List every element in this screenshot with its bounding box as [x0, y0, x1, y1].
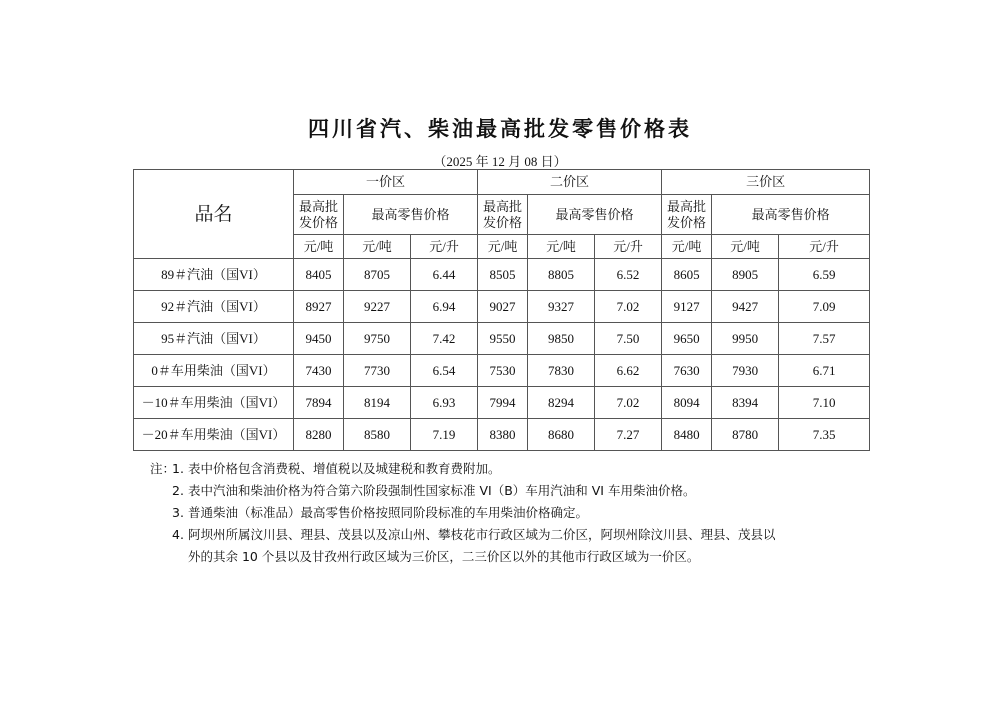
zone-1-retail-label: 最高零售价格 [344, 195, 478, 235]
price-cell: 9227 [344, 291, 411, 323]
price-cell: 7994 [478, 387, 528, 419]
unit-cell: 元/吨 [294, 235, 344, 259]
price-cell: 7430 [294, 355, 344, 387]
note-number [172, 546, 188, 568]
zone-header-row [134, 170, 870, 195]
price-cell: 8480 [662, 419, 712, 451]
price-cell: 7894 [294, 387, 344, 419]
price-cell: 6.62 [595, 355, 662, 387]
price-cell: 7830 [528, 355, 595, 387]
unit-cell: 元/吨 [712, 235, 779, 259]
note-prefix: 注： [150, 461, 176, 476]
date-line: （2025 年 12 月 08 日） [433, 154, 567, 169]
price-cell: 8927 [294, 291, 344, 323]
price-cell: 7530 [478, 355, 528, 387]
unit-cell: 元/升 [595, 235, 662, 259]
unit-cell: 元/吨 [478, 235, 528, 259]
price-cell: 8194 [344, 387, 411, 419]
zone-1-wholesale-label: 最高批发价格 [294, 195, 344, 235]
note-number: 4. [172, 527, 184, 542]
note-line [150, 546, 870, 568]
price-cell: 7.09 [779, 291, 870, 323]
price-cell: 7.50 [595, 323, 662, 355]
price-cell: 9650 [662, 323, 712, 355]
note-prefix [150, 502, 172, 524]
price-cell: 8605 [662, 259, 712, 291]
note-text: 表中价格包含消费税、增值税以及城建税和教育费附加。 [188, 461, 501, 476]
price-cell: 7.57 [779, 323, 870, 355]
note-text: 外的其余 10 个县以及甘孜州行政区域为三价区，二三价区以外的其他市行政区域为一价区。 [188, 549, 700, 564]
price-table [133, 169, 870, 451]
price-cell: 8280 [294, 419, 344, 451]
price-cell: 8905 [712, 259, 779, 291]
price-cell: 8780 [712, 419, 779, 451]
note-line [150, 480, 870, 502]
product-name-cell: －10＃车用柴油（国VI） [134, 387, 294, 419]
price-cell: 8805 [528, 259, 595, 291]
zone-3-retail-label: 最高零售价格 [712, 195, 870, 235]
price-cell: 8705 [344, 259, 411, 291]
price-cell: 9427 [712, 291, 779, 323]
price-cell: 6.71 [779, 355, 870, 387]
price-cell: 9750 [344, 323, 411, 355]
price-cell: 9450 [294, 323, 344, 355]
note-line [150, 458, 870, 480]
price-cell: 6.59 [779, 259, 870, 291]
price-cell: 9127 [662, 291, 712, 323]
price-cell: 7930 [712, 355, 779, 387]
note-text: 表中汽油和柴油价格为符合第六阶段强制性国家标准 VI（B）车用汽油和 VI 车用柴油价格。 [188, 483, 696, 498]
price-cell: 8580 [344, 419, 411, 451]
note-number: 2. [172, 483, 184, 498]
note-prefix [150, 546, 172, 568]
price-cell: 8380 [478, 419, 528, 451]
note-line [150, 524, 870, 546]
price-cell: 9327 [528, 291, 595, 323]
zone-3-wholesale-label: 最高批发价格 [662, 195, 712, 235]
note-text: 普通柴油（标准品）最高零售价格按照同阶段标准的车用柴油价格确定。 [188, 505, 589, 520]
note-line [150, 502, 870, 524]
table-row [134, 355, 870, 387]
price-cell: 8394 [712, 387, 779, 419]
table-row [134, 291, 870, 323]
unit-cell: 元/吨 [662, 235, 712, 259]
price-cell: 6.94 [411, 291, 478, 323]
zone-2-wholesale-label: 最高批发价格 [478, 195, 528, 235]
note-prefix [150, 480, 172, 502]
zone-2-retail-label: 最高零售价格 [528, 195, 662, 235]
unit-cell: 元/吨 [528, 235, 595, 259]
product-name-header: 品名 [134, 170, 294, 259]
price-cell: 7630 [662, 355, 712, 387]
price-cell: 6.44 [411, 259, 478, 291]
price-cell: 8405 [294, 259, 344, 291]
page-title: 四川省汽、柴油最高批发零售价格表 [308, 116, 692, 141]
table-row [134, 323, 870, 355]
price-cell: 8094 [662, 387, 712, 419]
price-cell: 9550 [478, 323, 528, 355]
note-number: 3. [172, 505, 184, 520]
zone-1-header: 一价区 [294, 170, 478, 195]
notes-section [150, 458, 870, 568]
note-text: 阿坝州所属汶川县、理县、茂县以及凉山州、攀枝花市行政区域为二价区，阿坝州除汶川县、理县、茂县以 [188, 527, 776, 542]
price-cell: 7.10 [779, 387, 870, 419]
price-cell: 7.42 [411, 323, 478, 355]
price-cell: 9850 [528, 323, 595, 355]
price-cell: 8680 [528, 419, 595, 451]
zone-2-header: 二价区 [478, 170, 662, 195]
unit-cell: 元/吨 [344, 235, 411, 259]
zone-3-header: 三价区 [662, 170, 870, 195]
product-name-cell: 95＃汽油（国VI） [134, 323, 294, 355]
price-cell: 7.27 [595, 419, 662, 451]
product-name-cell: －20＃车用柴油（国VI） [134, 419, 294, 451]
price-cell: 7.02 [595, 291, 662, 323]
price-cell: 6.52 [595, 259, 662, 291]
price-cell: 6.93 [411, 387, 478, 419]
product-name-cell: 0＃车用柴油（国VI） [134, 355, 294, 387]
price-cell: 8294 [528, 387, 595, 419]
price-cell: 7.02 [595, 387, 662, 419]
price-cell: 9027 [478, 291, 528, 323]
price-cell: 7730 [344, 355, 411, 387]
price-cell: 7.35 [779, 419, 870, 451]
price-cell: 8505 [478, 259, 528, 291]
product-name-cell: 92＃汽油（国VI） [134, 291, 294, 323]
unit-cell: 元/升 [411, 235, 478, 259]
table-row [134, 387, 870, 419]
table-row [134, 419, 870, 451]
price-cell: 7.19 [411, 419, 478, 451]
product-name-cell: 89＃汽油（国VI） [134, 259, 294, 291]
price-cell: 6.54 [411, 355, 478, 387]
unit-cell: 元/升 [779, 235, 870, 259]
note-prefix [150, 524, 172, 546]
price-cell: 9950 [712, 323, 779, 355]
note-number: 1. [172, 461, 184, 476]
table-row [134, 259, 870, 291]
